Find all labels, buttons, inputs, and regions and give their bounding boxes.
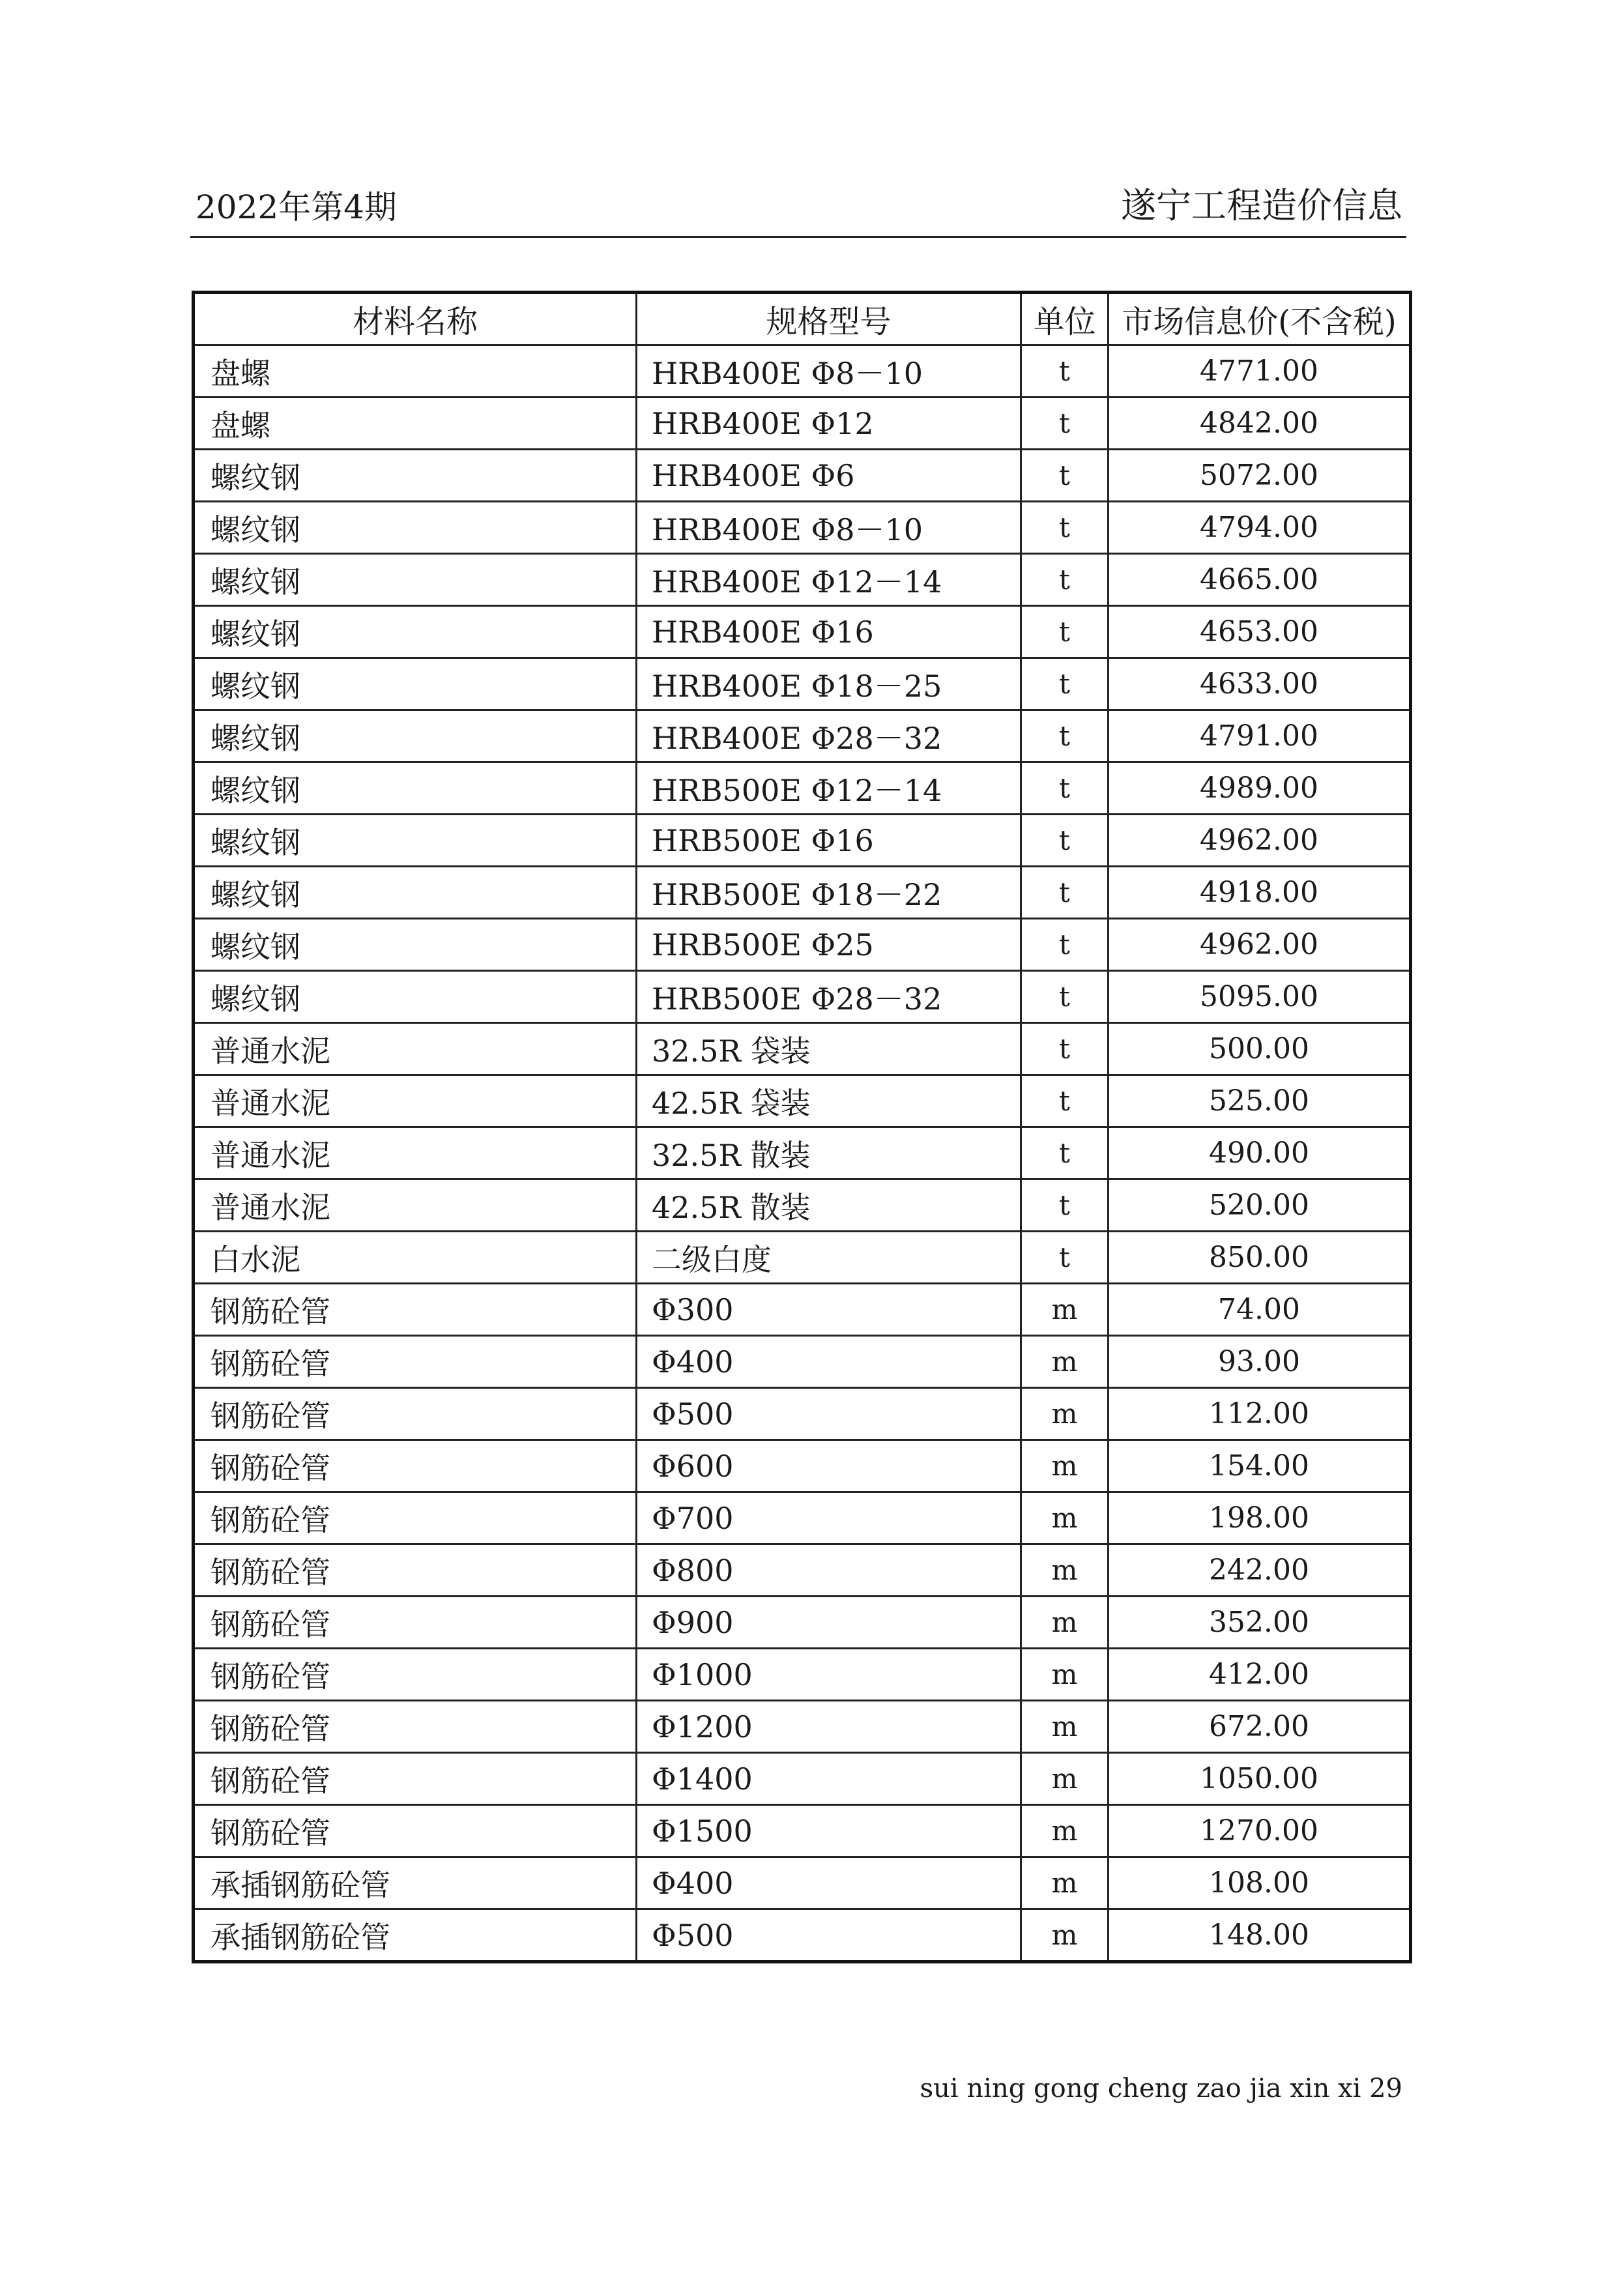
cell-price: 93.00: [1109, 1336, 1411, 1388]
cell-spec: Φ400: [637, 1857, 1021, 1909]
cell-name: 钢筋砼管: [194, 1701, 637, 1753]
table-row: [194, 815, 1411, 867]
cell-price: 74.00: [1109, 1284, 1411, 1336]
cell-name: 盘螺: [194, 345, 637, 398]
cell-price: 5072.00: [1109, 450, 1411, 502]
table-row: [194, 1701, 1411, 1753]
cell-unit: t: [1021, 762, 1109, 815]
cell-spec: 二级白度: [637, 1232, 1021, 1284]
table-row: [194, 1909, 1411, 1962]
cell-price: 112.00: [1109, 1388, 1411, 1440]
table-row: [194, 1492, 1411, 1544]
cell-spec: HRB500E Φ16: [637, 815, 1021, 867]
cell-price: 4771.00: [1109, 345, 1411, 398]
table-row: [194, 554, 1411, 606]
table-row: [194, 1179, 1411, 1232]
table-row: [194, 606, 1411, 658]
cell-unit: m: [1021, 1284, 1109, 1336]
cell-unit: m: [1021, 1701, 1109, 1753]
cell-spec: Φ1500: [637, 1805, 1021, 1857]
cell-name: 螺纹钢: [194, 450, 637, 502]
cell-spec: HRB400E Φ18－25: [637, 658, 1021, 710]
table-header-row: [194, 293, 1411, 345]
cell-unit: t: [1021, 658, 1109, 710]
cell-name: 普通水泥: [194, 1127, 637, 1179]
price-table: [192, 291, 1412, 1963]
cell-price: 148.00: [1109, 1909, 1411, 1962]
cell-spec: 32.5R 袋装: [637, 1023, 1021, 1075]
cell-name: 承插钢筋砼管: [194, 1857, 637, 1909]
cell-unit: t: [1021, 971, 1109, 1023]
table-row: [194, 1232, 1411, 1284]
cell-name: 螺纹钢: [194, 919, 637, 971]
cell-price: 525.00: [1109, 1075, 1411, 1127]
cell-name: 螺纹钢: [194, 658, 637, 710]
cell-unit: m: [1021, 1492, 1109, 1544]
cell-spec: Φ600: [637, 1440, 1021, 1492]
cell-price: 5095.00: [1109, 971, 1411, 1023]
cell-unit: t: [1021, 554, 1109, 606]
table-row: [194, 1440, 1411, 1492]
cell-name: 螺纹钢: [194, 762, 637, 815]
cell-unit: t: [1021, 398, 1109, 450]
cell-spec: HRB400E Φ12: [637, 398, 1021, 450]
cell-spec: Φ700: [637, 1492, 1021, 1544]
cell-price: 4962.00: [1109, 919, 1411, 971]
cell-price: 4633.00: [1109, 658, 1411, 710]
cell-name: 普通水泥: [194, 1179, 637, 1232]
cell-spec: HRB400E Φ8－10: [637, 345, 1021, 398]
cell-spec: HRB400E Φ8－10: [637, 502, 1021, 554]
table-row: [194, 710, 1411, 762]
cell-name: 螺纹钢: [194, 867, 637, 919]
cell-unit: m: [1021, 1388, 1109, 1440]
cell-price: 4665.00: [1109, 554, 1411, 606]
cell-price: 198.00: [1109, 1492, 1411, 1544]
cell-price: 520.00: [1109, 1179, 1411, 1232]
cell-unit: t: [1021, 345, 1109, 398]
cell-unit: t: [1021, 502, 1109, 554]
cell-unit: t: [1021, 1023, 1109, 1075]
cell-name: 钢筋砼管: [194, 1805, 637, 1857]
cell-unit: t: [1021, 1127, 1109, 1179]
cell-spec: HRB500E Φ28－32: [637, 971, 1021, 1023]
cell-spec: HRB400E Φ6: [637, 450, 1021, 502]
table-row: [194, 1023, 1411, 1075]
table-row: [194, 1753, 1411, 1805]
cell-price: 242.00: [1109, 1544, 1411, 1597]
cell-spec: Φ500: [637, 1388, 1021, 1440]
cell-spec: 42.5R 袋装: [637, 1075, 1021, 1127]
cell-name: 钢筋砼管: [194, 1649, 637, 1701]
cell-name: 钢筋砼管: [194, 1544, 637, 1597]
cell-name: 普通水泥: [194, 1075, 637, 1127]
cell-unit: t: [1021, 606, 1109, 658]
publication-title: 遂宁工程造价信息: [1121, 185, 1402, 226]
cell-spec: Φ400: [637, 1336, 1021, 1388]
table-row: [194, 1127, 1411, 1179]
cell-name: 钢筋砼管: [194, 1284, 637, 1336]
table-row: [194, 450, 1411, 502]
cell-unit: m: [1021, 1597, 1109, 1649]
cell-spec: Φ1000: [637, 1649, 1021, 1701]
cell-unit: t: [1021, 867, 1109, 919]
cell-spec: Φ1400: [637, 1753, 1021, 1805]
cell-spec: HRB500E Φ12－14: [637, 762, 1021, 815]
cell-name: 螺纹钢: [194, 815, 637, 867]
cell-price: 4653.00: [1109, 606, 1411, 658]
cell-unit: m: [1021, 1805, 1109, 1857]
cell-price: 108.00: [1109, 1857, 1411, 1909]
cell-price: 850.00: [1109, 1232, 1411, 1284]
cell-price: 154.00: [1109, 1440, 1411, 1492]
cell-unit: t: [1021, 1075, 1109, 1127]
issue-label: 2022年第4期: [196, 188, 398, 226]
table-row: [194, 1805, 1411, 1857]
cell-unit: m: [1021, 1909, 1109, 1962]
cell-name: 盘螺: [194, 398, 637, 450]
cell-price: 490.00: [1109, 1127, 1411, 1179]
cell-unit: m: [1021, 1857, 1109, 1909]
cell-spec: HRB500E Φ25: [637, 919, 1021, 971]
cell-price: 4794.00: [1109, 502, 1411, 554]
cell-spec: Φ900: [637, 1597, 1021, 1649]
table-row: [194, 1597, 1411, 1649]
cell-price: 4989.00: [1109, 762, 1411, 815]
column-header-spec: 规格型号: [637, 293, 1021, 345]
cell-price: 500.00: [1109, 1023, 1411, 1075]
table-body: [194, 345, 1411, 1962]
cell-spec: 42.5R 散装: [637, 1179, 1021, 1232]
cell-name: 螺纹钢: [194, 502, 637, 554]
cell-unit: m: [1021, 1544, 1109, 1597]
table-row: [194, 1336, 1411, 1388]
cell-spec: HRB400E Φ28－32: [637, 710, 1021, 762]
table-row: [194, 502, 1411, 554]
table-row: [194, 1284, 1411, 1336]
table-row: [194, 398, 1411, 450]
cell-unit: m: [1021, 1440, 1109, 1492]
cell-price: 1050.00: [1109, 1753, 1411, 1805]
cell-name: 螺纹钢: [194, 971, 637, 1023]
table-row: [194, 919, 1411, 971]
cell-spec: HRB400E Φ16: [637, 606, 1021, 658]
cell-unit: t: [1021, 919, 1109, 971]
table-row: [194, 971, 1411, 1023]
cell-spec: Φ300: [637, 1284, 1021, 1336]
column-header-price: 市场信息价(不含税): [1109, 293, 1411, 345]
cell-name: 白水泥: [194, 1232, 637, 1284]
cell-unit: m: [1021, 1649, 1109, 1701]
table-row: [194, 867, 1411, 919]
cell-spec: Φ1200: [637, 1701, 1021, 1753]
cell-spec: HRB500E Φ18－22: [637, 867, 1021, 919]
cell-name: 承插钢筋砼管: [194, 1909, 637, 1962]
cell-spec: Φ500: [637, 1909, 1021, 1962]
table-row: [194, 1544, 1411, 1597]
cell-spec: 32.5R 散装: [637, 1127, 1021, 1179]
table-row: [194, 345, 1411, 398]
cell-name: 螺纹钢: [194, 710, 637, 762]
table-row: [194, 1649, 1411, 1701]
table-row: [194, 658, 1411, 710]
cell-price: 4918.00: [1109, 867, 1411, 919]
cell-price: 4842.00: [1109, 398, 1411, 450]
cell-name: 钢筋砼管: [194, 1753, 637, 1805]
cell-unit: t: [1021, 1179, 1109, 1232]
cell-unit: t: [1021, 450, 1109, 502]
cell-price: 672.00: [1109, 1701, 1411, 1753]
cell-price: 352.00: [1109, 1597, 1411, 1649]
cell-name: 钢筋砼管: [194, 1597, 637, 1649]
table-row: [194, 1857, 1411, 1909]
cell-unit: t: [1021, 1232, 1109, 1284]
cell-name: 钢筋砼管: [194, 1492, 637, 1544]
table-row: [194, 762, 1411, 815]
page-footer: sui ning gong cheng zao jia xin xi 29: [920, 2074, 1402, 2104]
cell-unit: t: [1021, 815, 1109, 867]
column-header-unit: 单位: [1021, 293, 1109, 345]
table-row: [194, 1075, 1411, 1127]
cell-unit: t: [1021, 710, 1109, 762]
cell-price: 4962.00: [1109, 815, 1411, 867]
cell-spec: HRB400E Φ12－14: [637, 554, 1021, 606]
cell-unit: m: [1021, 1753, 1109, 1805]
cell-price: 1270.00: [1109, 1805, 1411, 1857]
cell-name: 普通水泥: [194, 1023, 637, 1075]
cell-name: 钢筋砼管: [194, 1336, 637, 1388]
cell-spec: Φ800: [637, 1544, 1021, 1597]
cell-unit: m: [1021, 1336, 1109, 1388]
cell-name: 钢筋砼管: [194, 1440, 637, 1492]
cell-name: 螺纹钢: [194, 606, 637, 658]
cell-name: 螺纹钢: [194, 554, 637, 606]
cell-name: 钢筋砼管: [194, 1388, 637, 1440]
column-header-name: 材料名称: [194, 293, 637, 345]
cell-price: 412.00: [1109, 1649, 1411, 1701]
table-row: [194, 1388, 1411, 1440]
cell-price: 4791.00: [1109, 710, 1411, 762]
header-divider: [190, 236, 1406, 238]
